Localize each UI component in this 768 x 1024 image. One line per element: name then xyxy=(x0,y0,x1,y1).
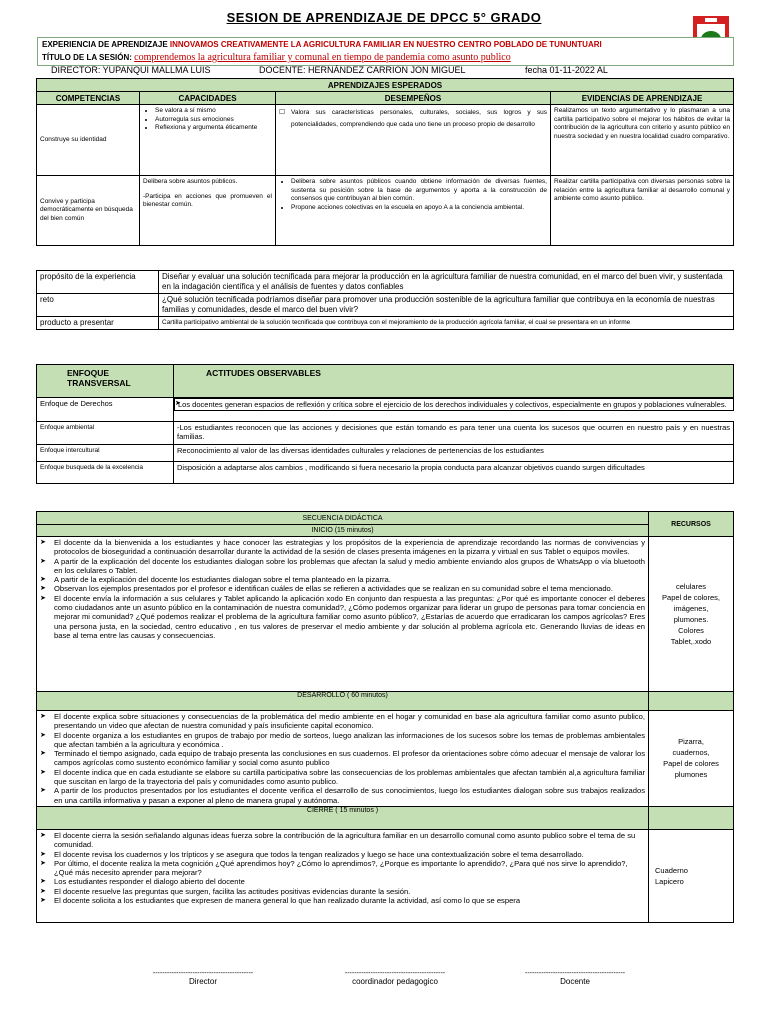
inicio-item: ➤ A partir de la explicación del docente los estudiantes dialogan sobre los problemas que afectan la salud y medio ambiente enviando alos grupos de WhatsApp o vía bluetooth en los celulares o Tablet. xyxy=(40,557,645,576)
desarrollo-recursos-fill xyxy=(649,692,734,711)
desarrollo-label: DESARROLLO ( 60 minutos) xyxy=(37,692,649,711)
experiencia-label: EXPERIENCIA DE APRENDIZAJE xyxy=(42,40,168,49)
cierre-label: CIERRE ( 15 minutos ) xyxy=(37,806,649,829)
enfoque-table xyxy=(36,364,734,484)
signature-label: Director xyxy=(188,977,217,986)
recursos-heading: RECURSOS xyxy=(649,512,734,537)
inicio-item: ➤ Observan los ejemplos presentados por el profesor e identifican cuáles de ellas se refieren a actividades que se realizan en su comunidad sobre el tema mencionado. xyxy=(40,584,645,593)
proposito-label: propósito de la experiencia xyxy=(37,271,159,294)
cierre-recursos xyxy=(649,829,734,922)
evidencia-2: Realizar cartilla participativa con diversas personas sobre la relación entre la agricultura familiar al desarrollo comunal y ambiente como asunto público. xyxy=(551,176,734,246)
signature-line: ------------------------------------------- xyxy=(344,970,446,977)
desarrollo-item: ➤ El docente explica sobre situaciones y consecuencias de la problemática del medio ambiente en el hogar y comunidad en base ala agricultura familiar como asunto publico, presentando un video que afectan de nuestra comunidad y país insuficiente capital economico. xyxy=(40,712,645,731)
inicio-recursos xyxy=(649,537,734,692)
inicio-item: ➤ El docente envía la información a sus celulares y Tablet aplicando la aplicación xodo En conjunto dan respuesta a las preguntas: ¿Por qué es importante conocer el deberes como ciudadanos ante un asunto público en la contaminación de nuestra comunidad?, ¿Cómo podemos organizar para liderar un grupo de personas para tomar conciencia en mejorar mi comunidad? ¿Qué podemos realizar el problema de la agricultura familiar como asunto público?, ¿Estarías de acuerdo que erradicaran los campos agrícolas? Eres una persona justa, en la sociedad, centro educativo , en tus valores de preservar el medio ambiente y dar solución al problema agrícola etc. Generando lluvias de ideas en base al tema entre las causas y consecuencias. xyxy=(40,594,645,640)
cierre-item: ➤ El docente resuelve las preguntas que surgen, facilita las actitudes positivas evidencias durante la sesión. xyxy=(40,887,645,896)
col-desempenos: DESEMPEÑOS xyxy=(276,92,551,105)
enfoque-label: Enfoque de Derechos xyxy=(37,398,174,422)
recurso-item: imágenes, xyxy=(673,604,709,613)
checkbox-icon: ☐ xyxy=(279,109,285,116)
producto-label: producto a presentar xyxy=(37,317,159,330)
desarrollo-item: ➤ El docente indica que en cada estudiante se elabore su cartilla participativa sobre las consecuencias de los problemas ambientales que afectan también al,a agricultura familiar que suscitan en largo de la trayectoria del país y comunidades como asunto publico. xyxy=(40,768,645,787)
desarrollo-body xyxy=(37,711,649,807)
reto-value: ¿Qué solución tecnificada podríamos diseñar para promover una producción sostenible de la agricultura familiar que contribuya en la economía de nuestras familias y comunidades, desde el marco del buen vivir? xyxy=(159,294,734,317)
cierre-item: ➤ El docente solicita a los estudiantes que expresen de manera general lo que han realizado durante la actividad, así como lo que se espera xyxy=(40,896,645,905)
col-competencias: COMPETENCIAS xyxy=(37,92,140,105)
cierre-recursos-fill xyxy=(649,806,734,829)
capacidades-2 xyxy=(140,176,276,246)
cierre-body xyxy=(37,829,649,922)
capacidad-item: • Se valora a sí mismo xyxy=(155,107,272,116)
desarrollo-item: ➤ Terminado el tiempo asignado, cada equipo de trabajo presenta las conclusiones en sus cuadernos. El profesor da orientaciones sobre cómo adecuar el mensaje de valorar los campos agrícolas como sustento económico familiar y social como asunto publico xyxy=(40,749,645,768)
recurso-item: Cuaderno xyxy=(655,865,688,875)
desempeno-1 xyxy=(276,105,551,176)
recurso-item: cuadernos, xyxy=(672,748,710,758)
evidencia-1: Realizamos un texto argumentativo y lo plasmaran a una cartilla participativo sobre el mejorar los hábitos de evitar la contribución de la agricultura con criterio y asunto público en nuestra sociedad y en nuestra localidad cuadro comparativo. xyxy=(551,105,734,176)
recurso-item: Tablet,.xodo xyxy=(670,637,712,646)
fecha: fecha 01-11-2022 AL xyxy=(525,65,608,75)
enfoque-label: Enfoque intercultural xyxy=(37,445,174,462)
cierre-item: ➤ El docente cierra la sesión señalando algunas ideas fuerza sobre la contribución de la agricultura familiar en un desarrollo comunal como asunto publico sobre el tema de su comunidad. xyxy=(40,831,645,850)
recurso-item: Lapicero xyxy=(655,876,684,886)
recurso-item: plumones xyxy=(674,770,708,780)
experiencia-value: INNOVAMOS CREATIVAMENTE LA AGRICULTURA FAMILIAR EN NUESTRO CENTRO POBLADO DE TUNUNTUARI xyxy=(169,40,602,49)
capacidad-item: • Reflexiona y argumenta éticamente xyxy=(155,124,272,133)
staff-line xyxy=(37,65,732,77)
sesion-value: comprendemos la agricultura familiar y comunal en tiempo de pandemia como asunto publico xyxy=(134,52,511,63)
cierre-item: ➤ Los estudiantes responder el dialogo abierto del docente xyxy=(40,877,645,886)
aprendizajes-table xyxy=(36,78,734,246)
inicio-body xyxy=(37,537,649,692)
capacidad-text: Delibera sobre asuntos públicos. xyxy=(143,178,238,185)
competencia-1: Construye su identidad xyxy=(37,105,140,176)
proposito-value: Diseñar y evaluar una solución tecnificada para mejorar la producción en la agricultura familiar de nuestra comunidad, en el marco del buen vivir, y sustentada en la indagación científica y el análisis de fuentes y datos confiables xyxy=(159,271,734,294)
desarrollo-recursos xyxy=(649,711,734,807)
enfoque-value: Disposición a adaptarse alos cambios , modificando si fuera necesario la propia conducta para alcanzar objetivos cuando surgen dificultades xyxy=(174,462,734,484)
recurso-item: Papel de colores, xyxy=(662,593,720,602)
signature-line: ------------------------------------------- xyxy=(152,970,254,977)
signature-director xyxy=(118,970,288,986)
signature-coordinador xyxy=(310,970,480,986)
capacidades-1 xyxy=(140,105,276,176)
aprendizajes-heading: APRENDIZAJES ESPERADOS xyxy=(37,79,734,92)
desempeno-item: • Delibera sobre asuntos públicos cuando obtiene información de diversas fuentes, sustenta su posición sobre la base de argumentos y aporta a la construcción de consensos que contribuyan al bien común. xyxy=(291,178,547,204)
enfoque-heading: ENFOQUE TRANSVERSAL xyxy=(37,365,174,398)
recurso-item: celulares xyxy=(675,582,706,591)
proposito-table xyxy=(36,270,734,330)
sesion-label: TÍTULO DE LA SESIÓN: xyxy=(42,53,132,62)
cierre-item: ➤ Por último, el docente realiza la meta cognición ¿Qué aprendimos hoy? ¿Cómo lo aprendimos?, ¿Porque es importante lo aprendido?, ¿Para qué nos sirve lo aprendido?, ¿Qué más necesito aprender para mejorar? xyxy=(40,859,645,878)
inicio-label: INICIO (15 minutos) xyxy=(37,525,649,537)
signature-label: coordinador pedagogico xyxy=(352,977,438,986)
reto-label: reto xyxy=(37,294,159,317)
enfoque-value: -Los estudiantes reconocen que las acciones y decisiones que están tomando es para tener una cuenta los sucesos que ocurren en nuestro país y en nuestras familias. xyxy=(174,422,734,445)
desarrollo-item: ➤ A partir de los productos presentados por los estudiantes el docente verifica el desarrollo de sus conocimientos, luego los estudiantes dialogan sobre sus trabajos realizados en una cartilla informativa y pasan a exponer al pleno de manera grupal y autónoma. xyxy=(40,786,645,805)
inicio-item: ➤ El docente da la bienvenida a los estudiantes y hace conocer las estrategias y los propósitos de la experiencia de aprendizaje recordando las normas de convivencias y protocolos de bioseguridad a continuación desarrollar durante la actividad de la sesión de clases presenta imágenes en la pizarra y virtual en sus Tablet o equipos moviles. xyxy=(40,538,645,557)
signature-label: Docente xyxy=(560,977,590,986)
capacidad-text: -Participa en acciones que promueven el bienestar común. xyxy=(143,192,272,208)
recurso-item: Colores xyxy=(678,626,704,635)
session-header xyxy=(37,37,734,66)
recurso-item: Pizarra, xyxy=(678,737,704,747)
producto-value: Cartilla participativo ambiental de la solución tecnificada que contribuya con el mejoramiento de la producción agrícola familiar, el cual se presentara en un informe xyxy=(159,317,734,330)
recurso-item: plumones. xyxy=(673,615,709,624)
enfoque-value: Reconocimiento al valor de las diversas identidades culturales y relaciones de pertenencias de los estudiantes xyxy=(174,445,734,462)
page-title: SESION DE APRENDIZAJE DE DPCC 5° GRADO xyxy=(226,10,542,25)
director-name: DIRECTOR: YUPANQUI MALLMA LUIS xyxy=(51,65,211,75)
enfoque-label: Enfoque busqueda de la excelencia xyxy=(37,462,174,484)
capacidad-item: • Autorregula sus emociones xyxy=(155,116,272,125)
secuencia-heading: SECUENCIA DIDÁCTICA xyxy=(37,512,649,525)
desempeno-2 xyxy=(276,176,551,246)
secuencia-table xyxy=(36,511,734,923)
competencia-2: Convive y participa democráticamente en búsqueda del bien común xyxy=(37,176,140,246)
col-evidencias: EVIDENCIAS DE APRENDIZAJE xyxy=(551,92,734,105)
desempeno-text: Valora sus características personales, culturales, sociales, sus logros y sus potencialidades, comprendiendo que cada uno tiene un proceso propio de desarrollo xyxy=(291,109,547,128)
col-capacidades: CAPACIDADES xyxy=(140,92,276,105)
actitudes-heading: ACTITUDES OBSERVABLES xyxy=(174,365,734,398)
desempeno-item: • Propone acciones colectivas en la escuela en apoyo A a la conciencia ambiental. xyxy=(291,204,547,213)
signature-docente xyxy=(490,970,660,986)
recurso-item: Papel de colores xyxy=(663,759,719,769)
signature-line: ------------------------------------------- xyxy=(524,970,626,977)
docente-name: DOCENTE: HERNÁNDEZ CARRION JON MIGUEL xyxy=(259,65,466,75)
cierre-item: ➤ El docente revisa los cuadernos y los trípticos y se asegura que todos la tengan realizados y luego se hace una contextualización sobre el tema desarrollado. xyxy=(40,850,645,859)
enfoque-value: ➤ Los docentes generan espacios de reflexión y crítica sobre el ejercicio de los derechos individuales y colectivos, especialmente en grupos y poblaciones vulnerables. xyxy=(174,398,734,411)
desarrollo-item: ➤ El docente organiza a los estudiantes en grupos de trabajo por medio de sorteos, luego analizan las informaciones de los sucesos sobre los temas de problemas ambientales que afectan también a la agricultura y económica . xyxy=(40,731,645,750)
enfoque-label: Enfoque ambiental xyxy=(37,422,174,445)
inicio-item: ➤ A partir de la explicación del docente los estudiantes dialogan sobre el tema planteado en la pizarra. xyxy=(40,575,645,584)
